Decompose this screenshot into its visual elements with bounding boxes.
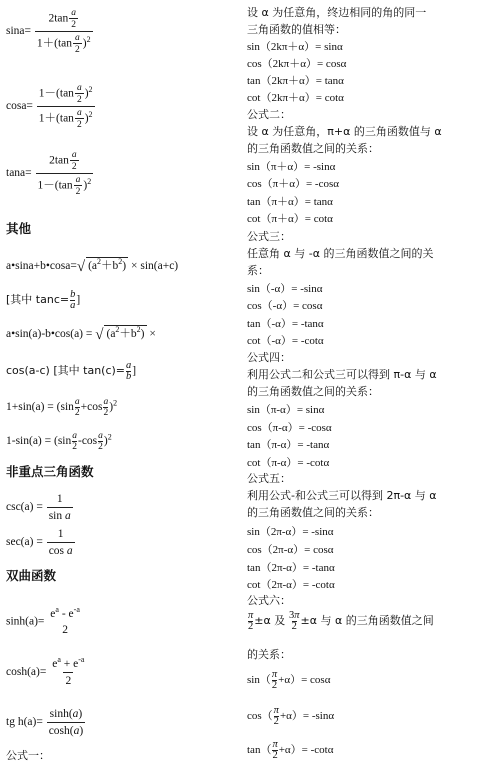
aux2-lhs: a•sin(a)-b•cos(a) =	[6, 328, 93, 340]
f5-desc-2: 的三角函数值之间的关系：	[247, 506, 379, 519]
one-minus-sin-lhs: 1-sin(a) = (sin	[6, 435, 72, 448]
f4-line: sin（π-α）= sinα	[247, 404, 325, 416]
f4-title: 公式四：	[247, 351, 291, 364]
f5-line: cos（2π-α）= cosα	[247, 544, 334, 556]
heading-other: 其他	[6, 222, 32, 236]
f6-desc-1: $\frac{\pi}{2}$ ±α 及 $\frac{3\pi}{2}$ ±α 与 α 的三角函数值之间	[248, 610, 434, 632]
sec-label: sec(a) =	[6, 536, 43, 549]
f5-line: cot（2π-α）= -cotα	[247, 579, 335, 591]
tan-formula	[6, 150, 94, 197]
f2-desc-2: 的三角函数值之间的关系：	[247, 142, 379, 155]
f6-title: 公式六：	[247, 594, 291, 607]
f4-line: cos（π-α）= -cosα	[247, 422, 332, 434]
f6-cos-formula: cos（ $\frac{\pi}{2}$ +α）= -sinα	[247, 705, 335, 727]
f3-title: 公式三：	[247, 230, 291, 243]
f2-title: 公式二：	[247, 108, 291, 121]
f3-line: tan（-α）= -tanα	[247, 318, 324, 330]
sinh-formula: sinh(a)= $e^a - e^{-a}$ 2	[6, 605, 80, 636]
cos-label: cosa=	[6, 100, 33, 113]
f1-desc-1: 设 α 为任意角，终边相同的角的同一	[247, 6, 427, 19]
sec-formula: sec(a) = $\frac{1}{\text{cos a}}$	[6, 528, 73, 557]
f6-tan-rhs: +α）= -cotα	[278, 744, 334, 757]
aux1-lhs: a•sina+b•cosa=	[6, 260, 77, 272]
aux1-note-text: [其中 tanc=	[6, 293, 70, 307]
f4-line: tan（π-α）= -tanα	[247, 439, 330, 451]
tan-label: tana=	[6, 167, 32, 180]
formula-1-label: 公式一：	[6, 749, 50, 762]
sin-fraction: 2tan $\frac{a}{2}$ 1＋(tan $\frac{a}{2}$ )$^2$	[36, 8, 91, 55]
f4-line: cot（π-α）= -cotα	[247, 457, 330, 469]
cosh-label: cosh(a)=	[6, 666, 47, 679]
one-plus-sin-lhs: 1+sin(a) = (sin	[6, 401, 74, 414]
f6-desc-end: ±α 与 α 的三角函数值之间	[300, 614, 434, 628]
f6-sin-formula: sin（ $\frac{\pi}{2}$ +α）= cosα	[247, 669, 331, 691]
f5-desc-1: 利用公式-和公式三可以得到 2π-α 与 α	[247, 489, 437, 502]
f6-sin-rhs: +α）= cosα	[278, 674, 331, 687]
csc-formula: csc(a) = $\frac{1}{\text{sin a}}$	[6, 493, 71, 522]
f2-desc-1: 设 α 为任意角，π+α 的三角函数值与 α	[247, 125, 442, 138]
f2-line: sin（π＋α）= -sinα	[247, 161, 336, 173]
sin-label: sina=	[6, 25, 32, 38]
f6-desc-2: 的关系：	[247, 648, 291, 661]
csc-label: csc(a) =	[6, 501, 43, 514]
one-plus-sin-formula: 1+sin(a) = (sin $\frac{a}{2}$ +cos $\frac{a}{2}$ )$^2$	[6, 397, 118, 418]
aux2-cont-text: cos(a-c) [其中 tan(c)=	[6, 364, 126, 378]
cos-fraction: 1－(tan $\frac{a}{2}$ )$^2$ 1＋(tan $\frac{a}{2}$ )$^2$	[38, 83, 93, 130]
f1-desc-2: 三角函数的值相等：	[247, 23, 346, 36]
aux-formula-2: a•sin(a)-b•cos(a) = √ $(a^2+b^2)$ ×	[6, 325, 156, 343]
f3-line: sin（-α）= -sinα	[247, 283, 323, 295]
f3-desc-1: 任意角 α 与 -α 的三角函数值之间的关	[247, 247, 434, 260]
aux-note-1: [其中 tanc= $\frac{b}{a}$ ]	[6, 289, 81, 311]
aux1-rhs: sin(a+c)	[140, 260, 179, 272]
f5-line: tan（2π-α）= -tanα	[247, 562, 335, 574]
f1-line: cot（2kπ＋α）= cotα	[247, 92, 344, 104]
f1-line: cos（2kπ＋α）= cosα	[247, 58, 347, 70]
tan-fraction: 2tan $\frac{a}{2}$ 1－(tan $\frac{a}{2}$ )$^2$	[37, 150, 92, 197]
f3-line: cot（-α）= -cotα	[247, 335, 324, 347]
f2-line: tan（π＋α）= tanα	[247, 196, 333, 208]
f4-desc-1: 利用公式二和公式三可以得到 π-α 与 α	[247, 368, 437, 381]
f1-line: sin（2kπ＋α）= sinα	[247, 41, 343, 53]
tgh-label: tg h(a)=	[6, 716, 43, 729]
f1-line: tan（2kπ＋α）= tanα	[247, 75, 344, 87]
heading-hyperbolic: 双曲函数	[6, 569, 57, 583]
f3-desc-2: 系：	[247, 264, 269, 277]
f6-desc-mid: ±α 及	[254, 614, 286, 628]
aux2-times: ×	[149, 328, 156, 340]
f5-line: sin（2π-α）= -sinα	[247, 526, 334, 538]
one-minus-sin-formula: 1-sin(a) = (sin $\frac{a}{2}$ -cos $\frac{a}{2}$ )$^2$	[6, 431, 112, 452]
aux-formula-1: a•sina+b•cosa=√ $(a^2+b^2) \times \sin(a+c)$	[6, 257, 179, 275]
sinh-label: sinh(a)=	[6, 615, 45, 628]
heading-nonkey: 非重点三角函数	[6, 465, 94, 479]
cosh-formula: cosh(a)= $\frac{e^a + e^{-a}}{2}$	[6, 655, 85, 687]
aux-formula-2-cont: cos(a-c) [其中 tan(c)= $\frac{a}{b}$ ]	[6, 360, 137, 382]
sin-formula	[6, 8, 94, 55]
tgh-formula: tg h(a)= $\frac{\sinh(a)}{\cosh(a)}$	[6, 708, 84, 737]
cos-formula	[6, 83, 96, 130]
f3-line: cos（-α）= cosα	[247, 300, 323, 312]
f2-line: cot（π＋α）= cotα	[247, 213, 333, 225]
f6-cos-rhs: +α）= -sinα	[279, 710, 335, 723]
f5-title: 公式五：	[247, 472, 291, 485]
f6-tan-formula: tan（ $\frac{\pi}{2}$ +α）= -cotα	[247, 739, 334, 761]
f4-desc-2: 的三角函数值之间的关系：	[247, 385, 379, 398]
f2-line: cos（π＋α）= -cosα	[247, 178, 340, 190]
